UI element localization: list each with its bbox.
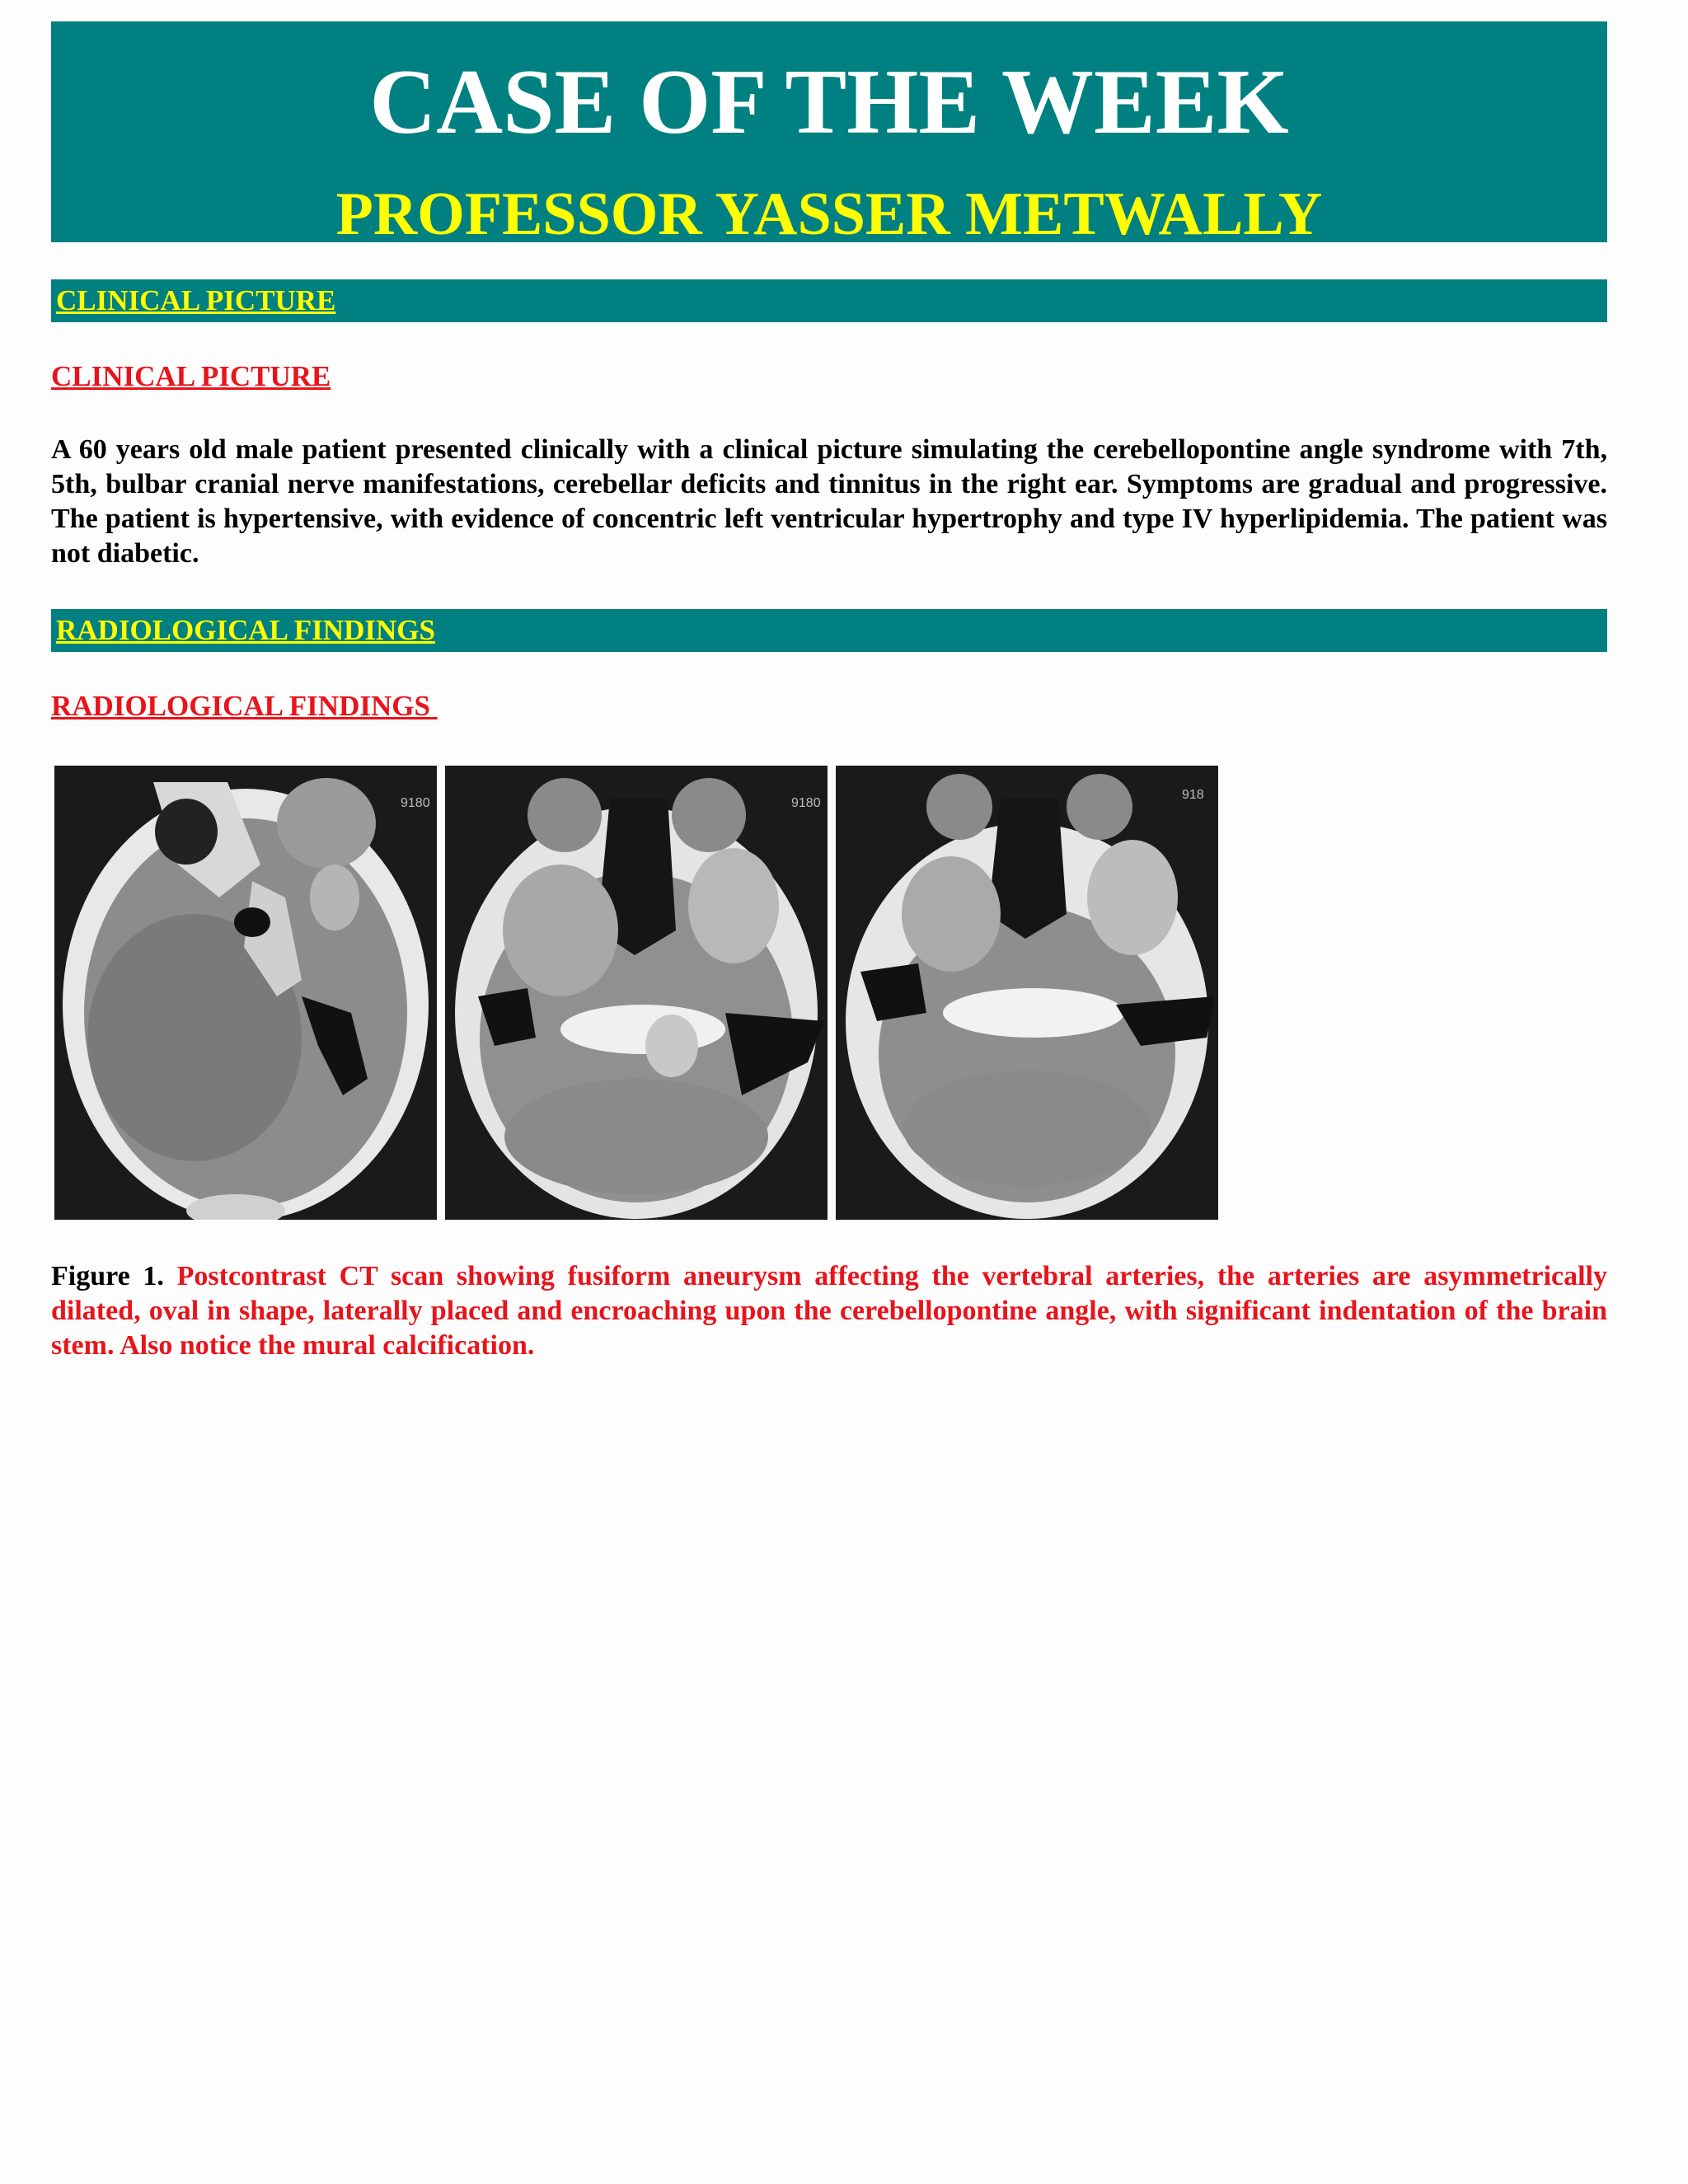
figure-caption xyxy=(51,1259,1607,1363)
section-bar-clinical-label[interactable]: CLINICAL PICTURE xyxy=(56,284,336,316)
figure-caption-text: Postcontrast CT scan showing fusiform aneurysm affecting the vertebral arteries, the arteries are asymmetrically dilated, oval in shape, laterally placed and encroaching upon the cerebellopontine angle, with significant indentation of the brain stem. Also notice the mural calcification. xyxy=(51,1261,1607,1361)
section-bar-clinical xyxy=(51,279,1607,322)
clinical-paragraph: A 60 years old male patient presented clinically with a clinical picture simulating the cerebellopontine angle syndrome with 7th, 5th, bulbar cranial nerve manifestations, cerebellar deficits and tinnitus in the right ear. Symptoms are gradual and progressive. The patient is hypertensive, with evidence of concentric left ventricular hypertrophy and type IV hyperlipidemia. The patient was not diabetic. xyxy=(51,434,1607,569)
section-bar-radiology-label[interactable]: RADIOLOGICAL FINDINGS xyxy=(56,614,435,646)
page-header xyxy=(51,21,1607,248)
ct-scan-image-1 xyxy=(54,766,437,1220)
author-name: PROFESSOR YASSER METWALLY xyxy=(335,180,1323,248)
ct-scan-3-corner-text: 918 xyxy=(1182,788,1204,802)
ct-scan-1-corner-text: 9180 xyxy=(401,796,430,810)
section-bar-radiology xyxy=(51,609,1607,652)
ct-scan-image-2 xyxy=(445,766,828,1220)
figure-label: Figure 1. xyxy=(51,1261,164,1291)
page-title: CASE OF THE WEEK xyxy=(369,51,1289,153)
ct-scan-image-3 xyxy=(836,766,1218,1220)
radiology-heading[interactable]: RADIOLOGICAL FINDINGS xyxy=(51,690,438,722)
ct-scan-2-corner-text: 9180 xyxy=(791,796,821,810)
clinical-heading[interactable]: CLINICAL PICTURE xyxy=(51,360,331,392)
